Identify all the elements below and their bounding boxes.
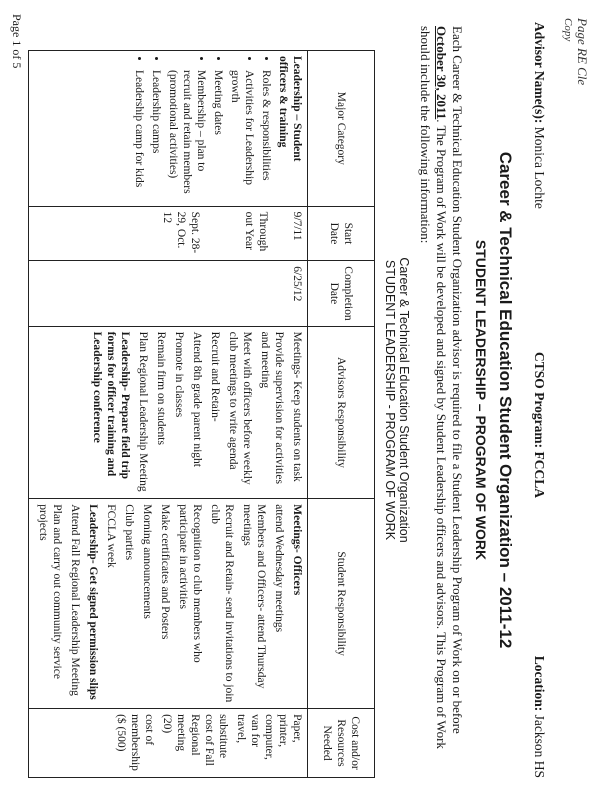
location-label: Location:	[532, 655, 547, 712]
program-of-work-table	[28, 50, 375, 778]
list-item: • Membership – plan to recruit and retain members (promotional activities)	[166, 70, 208, 201]
ctso-value: FCCLA	[532, 451, 547, 498]
advisor-item: Leadership- Prepare field trip forms for officer training and Leadership conference	[91, 331, 131, 480]
student-item: Meetings- Officers	[291, 504, 303, 596]
completion-date-1: 6/25/12	[291, 266, 303, 302]
page-number: Page 1 of 5	[10, 14, 24, 69]
advisor-value: Monica Lochte	[532, 126, 547, 209]
intro-deadline: October 30, 2011	[434, 26, 449, 120]
start-date-3: Sept. 28-29, Oct. 12	[161, 211, 201, 254]
student-item: Morning announcements	[141, 504, 153, 619]
advisor-item: Plan Regional Leadership Meeting	[137, 331, 149, 492]
advisor-item: Meet with officers before weekly club meetings to write agenda	[227, 331, 253, 485]
stamp	[561, 18, 589, 85]
advisor-item: Promote in classes	[173, 331, 185, 418]
major-list	[132, 56, 273, 201]
intro-before: Each Career & Technical Education Student Organization advisor is required to file a Student Leadership Program of Work on or before	[450, 26, 465, 734]
student-item: FCCLA week	[105, 504, 117, 568]
cost-item: cost of membership ($ (500)	[115, 714, 155, 771]
col-student-responsibility: Student Responsibility	[308, 499, 375, 709]
advisor-item: Meetings- Keep students on task	[291, 331, 303, 482]
table-header-row	[308, 51, 375, 778]
intro-paragraph	[417, 26, 465, 774]
list-item: • Meeting dates	[211, 70, 225, 201]
table-row	[29, 51, 308, 778]
major-heading: Leadership – Student officers & training	[277, 56, 303, 162]
cell-major	[29, 51, 308, 207]
list-item: • Leadership camps	[149, 70, 163, 201]
student-item: Leadership- Get signed permission slips	[87, 504, 99, 700]
location-value: Jackson HS	[532, 714, 547, 778]
student-item: Plan and carry out community service projects	[37, 504, 63, 679]
start-date-1: 9/7/11	[291, 211, 303, 241]
stamp-line-1: Page RE Cle	[575, 18, 590, 86]
page-title: Career & Technical Education Student Organization – 2011-12	[496, 151, 515, 649]
col-start-date: Start Date	[308, 206, 375, 261]
student-item: Attend Fall Regional Leadership Meeting	[69, 504, 81, 696]
table-title	[383, 0, 411, 800]
advisor-item: Remain firm on students	[155, 331, 167, 445]
student-item: Members and Officers- attend Thursday meetings	[241, 504, 267, 689]
advisor-item: Recruit and Retain-	[209, 331, 221, 422]
col-major-category: Major Category	[308, 51, 375, 207]
advisor-item: Provide supervision for activities and meeting	[259, 331, 285, 484]
intro-after: . The Program of Work will be developed and signed by Student Leadership officers and advisors. This Program of Work should include the following information:	[418, 26, 449, 749]
table-title-line-2: STUDENT LEADERSHIP - PROGRAM OF WORK	[383, 259, 397, 541]
col-advisor-responsibility: Advisors Responsibility	[308, 326, 375, 499]
student-item: attend Wednesday meetings	[273, 504, 285, 633]
list-item: • Roles & responsibilities	[259, 70, 273, 201]
list-item: • Activities for Leadership growth	[228, 70, 256, 201]
ctso-field	[531, 352, 547, 498]
student-item: Recognition to club members who participate in activities	[177, 504, 203, 663]
cell-start	[29, 206, 308, 261]
cell-student	[29, 499, 308, 709]
col-cost: Cost and/or Resources Needed	[308, 709, 375, 778]
advisor-item: Attend 8th grade parent night	[191, 331, 203, 467]
advisor-label: Advisor Name(s):	[532, 22, 547, 124]
col-completion-date: Completion Date	[308, 261, 375, 326]
cell-completion	[29, 261, 308, 326]
student-item: Club parties	[123, 504, 135, 561]
student-item: Make certificates and Posters	[159, 504, 171, 640]
student-item: Recruit and Retain- send invitations to join club	[209, 504, 235, 703]
stamp-line-2: Copy	[562, 18, 574, 42]
ctso-label: CTSO Program:	[532, 352, 547, 449]
cost-item: Paper, printer, computer, van for travel,	[235, 714, 303, 760]
cell-advisor	[29, 326, 308, 499]
location-field	[531, 656, 547, 778]
cost-item: substitute cost of Fall Regional meeting (20)	[161, 714, 229, 766]
header-row	[527, 22, 547, 778]
cell-cost	[29, 709, 308, 778]
list-item: • Leadership camp for kids	[132, 70, 146, 201]
table-title-line-1: Career & Technical Education Student Organization	[397, 257, 411, 543]
page-subtitle: STUDENT LEADERSHIP – PROGRAM OF WORK	[473, 239, 489, 561]
start-date-2: Through out Year	[243, 211, 269, 252]
advisor-field	[531, 22, 547, 209]
